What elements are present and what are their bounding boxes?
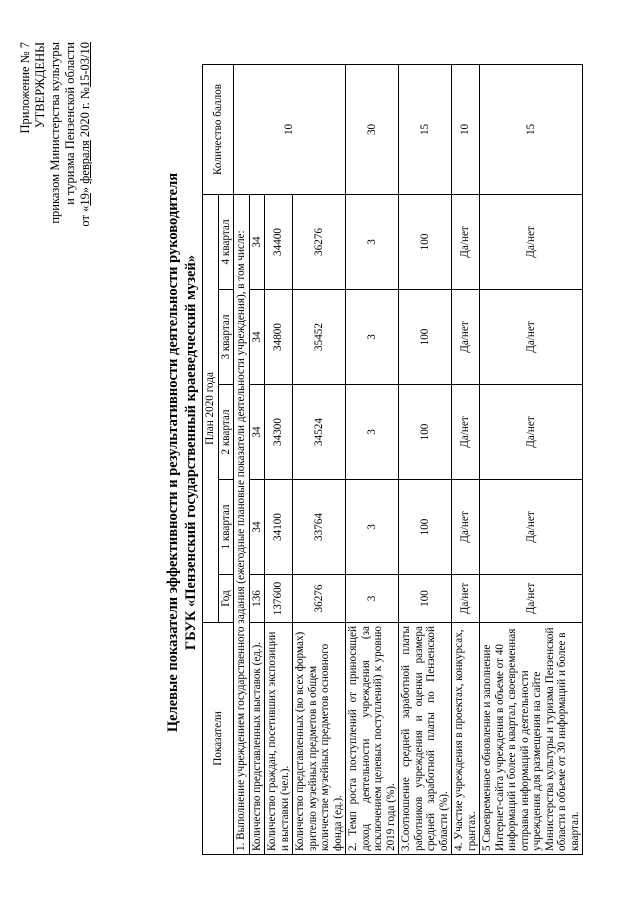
- order-month: февраля: [78, 140, 92, 184]
- cell-q1: 33764: [293, 480, 346, 575]
- order-line: приказом Министерства культуры: [48, 42, 62, 224]
- cell-q2: 34: [249, 385, 265, 480]
- header-plan: План 2020 года: [203, 194, 219, 622]
- section-row: [234, 64, 250, 854]
- approval-block: [18, 42, 93, 402]
- section-1-score: 10: [234, 64, 346, 194]
- cell-q2: 34524: [293, 385, 346, 480]
- cell-year: 137600: [265, 575, 293, 623]
- cell-year: 36276: [293, 575, 346, 623]
- table-row: [346, 64, 399, 854]
- order-number: 15-03/10: [78, 42, 92, 88]
- row-label: 2. Темп роста поступлений от приносящей доход деятельности учреждения (за исключением целевых поступлений) к уровню 2019 года (%).: [346, 623, 399, 855]
- order-date-line: от «19» февраля 2020 г. №15-03/10: [78, 42, 92, 227]
- cell-q2: 34300: [265, 385, 293, 480]
- cell-q2: Да/нет: [480, 385, 583, 480]
- cell-q3: 35452: [293, 290, 346, 385]
- cell-q1: Да/нет: [480, 480, 583, 575]
- cell-q3: Да/нет: [452, 290, 480, 385]
- row-label: 4. Участие учреждения в проектах, конкурсах, грантах.: [452, 623, 480, 855]
- row-label: 5 Своевременное обновление и заполнение Интернет-сайта учреждения в объеме от 40 информаций и более в квартал, своевременная отправка информаций о деятельности учреждения для размещения на сайте Министерства культуры и туризма Пензенской области в объеме от 30 информаций и более в квартал.: [480, 623, 583, 855]
- cell-q4: Да/нет: [480, 194, 583, 289]
- cell-q2: 3: [346, 385, 399, 480]
- header-q3: 3 квартал: [218, 290, 234, 385]
- appendix-number: Приложение № 7: [18, 42, 32, 134]
- cell-q4: 3: [346, 194, 399, 289]
- cell-q1: 34: [249, 480, 265, 575]
- cell-q4: 34: [249, 194, 265, 289]
- approved-label: УТВЕРЖДЕНЫ: [33, 42, 47, 129]
- cell-score: 10: [452, 64, 480, 194]
- cell-q1: 100: [399, 480, 452, 575]
- table-row: [399, 64, 452, 854]
- cell-year: 3: [346, 575, 399, 623]
- cell-q4: 34400: [265, 194, 293, 289]
- cell-q4: 100: [399, 194, 452, 289]
- cell-score: 15: [480, 64, 583, 194]
- cell-q2: Да/нет: [452, 385, 480, 480]
- cell-q1: Да/нет: [452, 480, 480, 575]
- header-row-1: [203, 64, 219, 854]
- cell-year: Да/нет: [452, 575, 480, 623]
- cell-score: 30: [346, 64, 399, 194]
- header-year: Год: [218, 575, 234, 623]
- section-1-label: 1. Выполнение учреждением государственного задания (ежегодные плановые показатели деятельности учреждения), в том числе:: [234, 194, 250, 854]
- kpi-table: [202, 64, 583, 855]
- document-subtitle: ГБУК «Пензенский государственный краеведческий музей»: [183, 254, 199, 651]
- row-label: Количество граждан, посетивших экспозиции и выставки (чел.).: [265, 623, 293, 855]
- row-label: Количество представленных выставок (ед.).: [249, 623, 265, 855]
- table-row: [480, 64, 583, 854]
- header-q4: 4 квартал: [218, 194, 234, 289]
- cell-q3: 34: [249, 290, 265, 385]
- header-indicator: Показатели: [203, 623, 234, 855]
- table-row: [452, 64, 480, 854]
- cell-q1: 3: [346, 480, 399, 575]
- cell-q3: 34800: [265, 290, 293, 385]
- cell-score: 15: [399, 64, 452, 194]
- cell-q4: Да/нет: [452, 194, 480, 289]
- header-score: Количество баллов: [203, 64, 234, 194]
- header-q1: 1 квартал: [218, 480, 234, 575]
- cell-q2: 100: [399, 385, 452, 480]
- cell-q3: 3: [346, 290, 399, 385]
- row-label: 3.Соотношение средней заработной платы работников учреждения и оценки размера средней заработной платы по Пензенской области (%).: [399, 623, 452, 855]
- header-q2: 2 квартал: [218, 385, 234, 480]
- cell-year: 136: [249, 575, 265, 623]
- cell-q4: 36276: [293, 194, 346, 289]
- document-title: Целевые показатели эффективности и результативности деятельности руководителя: [165, 172, 181, 733]
- cell-year: 100: [399, 575, 452, 623]
- row-label: Количество представленных (во всех формах) зрителю музейных предметов в общем количестве музейных предметов основного фонда (ед.).: [293, 623, 346, 855]
- ministry-line: и туризма Пензенской области: [63, 42, 77, 205]
- cell-year: Да/нет: [480, 575, 583, 623]
- cell-q3: 100: [399, 290, 452, 385]
- cell-q3: Да/нет: [480, 290, 583, 385]
- cell-q1: 34100: [265, 480, 293, 575]
- order-day: 19: [78, 193, 92, 206]
